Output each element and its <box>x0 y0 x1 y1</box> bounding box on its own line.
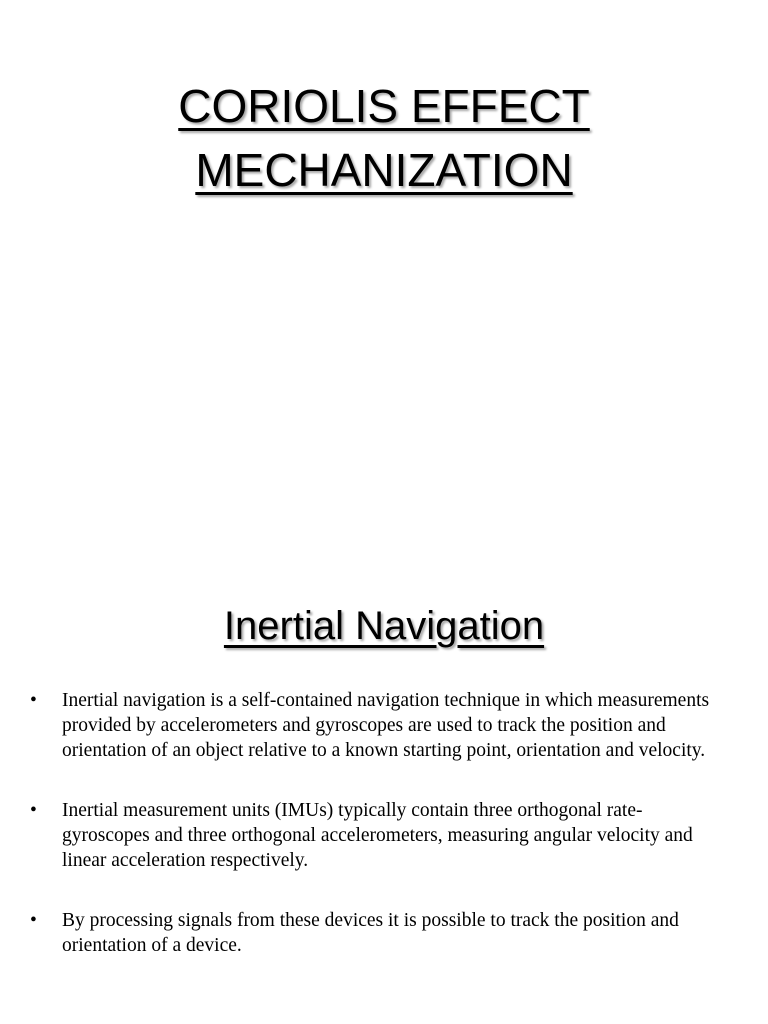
bullet-list <box>30 688 730 993</box>
bullet-text: Inertial navigation is a self-contained navigation technique in which measurements provided by accelerometers and gyroscopes are used to track the position and orientation of an object relative to a known starting point, orientation and velocity. <box>62 690 710 761</box>
slide-heading: Inertial Navigation <box>223 604 545 648</box>
bullet-text: Inertial measurement units (IMUs) typically contain three orthogonal rate-gyroscopes and three orthogonal accelerometers, measuring angular velocity and linear acceleration respectively. <box>62 800 693 871</box>
bullet-dot-icon: • <box>30 690 37 711</box>
title-line-2: MECHANIZATION <box>195 144 573 196</box>
title-line-1: CORIOLIS EFFECT <box>178 80 590 132</box>
bullet-dot-icon: • <box>30 910 37 931</box>
bullet-item <box>30 908 730 958</box>
bullet-item <box>30 688 730 763</box>
content-slide <box>0 560 768 1024</box>
bullet-text: By processing signals from these devices it is possible to track the position and orientation of a device. <box>62 910 679 956</box>
bullet-item <box>30 798 730 873</box>
bullet-dot-icon: • <box>30 800 37 821</box>
slide-title <box>0 74 768 202</box>
